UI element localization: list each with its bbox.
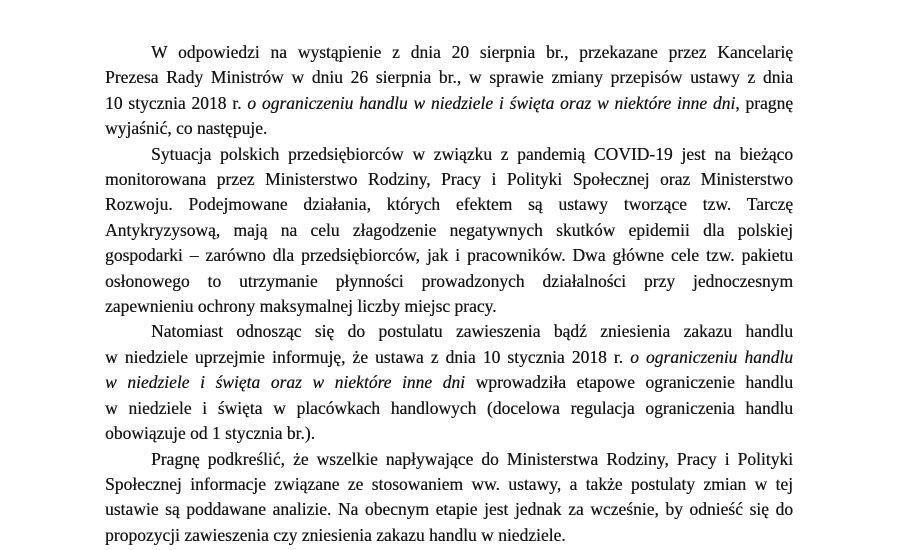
text-segment: Antykryzysową, mają na celu złagodzenie negatywnych skutków epidemii dla polskiej	[105, 219, 793, 240]
text-line	[105, 269, 793, 294]
text-segment: zapewnieniu ochrony maksymalnej liczby miejsc pracy.	[105, 296, 497, 317]
text-line	[105, 447, 793, 472]
text-segment: , pragnę	[735, 92, 793, 113]
text-line	[105, 345, 793, 370]
text-segment-italic: o ograniczeniu handlu w niedziele i święta oraz w niektóre inne dni	[247, 92, 736, 113]
paragraph	[105, 40, 793, 142]
text-line	[105, 142, 793, 167]
text-segment: Sytuacja polskich przedsiębiorców w związku z pandemią COVID-19 jest na bieżąco	[151, 143, 793, 164]
text-segment: wprowadziła etapowe ograniczenie handlu	[465, 372, 793, 393]
text-segment: 10 stycznia 2018 r.	[105, 92, 248, 113]
text-line	[105, 294, 793, 319]
text-line	[105, 167, 793, 192]
text-segment: osłonowego to utrzymanie płynności prowadzonych działalności przy jednoczesnym	[105, 270, 793, 291]
paragraph	[105, 142, 793, 320]
text-line	[105, 370, 793, 395]
text-line	[105, 40, 793, 65]
text-line	[105, 396, 793, 421]
text-segment: wyjaśnić, co następuje.	[105, 118, 268, 139]
text-segment: Rozwoju. Podejmowane działania, których efektem są ustawy tworzące tzw. Tarczę	[105, 194, 793, 215]
text-line	[105, 91, 793, 116]
text-line	[105, 243, 793, 268]
text-segment: obowiązuje od 1 stycznia br.).	[105, 423, 315, 444]
text-segment: Natomiast odnosząc się do postulatu zawieszenia bądź zniesienia zakazu handlu	[151, 321, 793, 342]
text-segment: ustawie są poddawane analizie. Na obecnym etapie jest jednak za wcześnie, by odnieść się do	[105, 499, 793, 520]
text-line	[105, 65, 793, 90]
text-segment: w niedziele i święta w placówkach handlowych (docelowa regulacja ograniczenia handlu	[105, 397, 793, 418]
text-segment: Prezesa Rady Ministrów w dniu 26 sierpnia br., w sprawie zmiany przepisów ustawy z dnia	[105, 67, 793, 88]
text-line	[105, 116, 793, 141]
document-body	[105, 40, 793, 548]
text-line	[105, 421, 793, 446]
text-line	[105, 472, 793, 497]
text-segment: Społecznej informacje związane ze stosowaniem ww. ustawy, a także postulaty zmian w tej	[105, 473, 793, 494]
text-segment: Pragnę podkreślić, że wszelkie napływające do Ministerstwa Rodziny, Pracy i Polityki	[151, 448, 793, 469]
text-line	[105, 497, 793, 522]
paragraph	[105, 447, 793, 549]
text-segment: w niedziele uprzejmie informuję, że ustawa z dnia 10 stycznia 2018 r.	[105, 346, 631, 367]
paragraph	[105, 319, 793, 446]
text-line	[105, 319, 793, 344]
text-segment: gospodarki – zarówno dla przedsiębiorców, jak i pracowników. Dwa główne cele tzw. pakietu	[105, 245, 793, 266]
text-segment-italic: w niedziele i święta oraz w niektóre inne dni	[105, 372, 466, 393]
text-line	[105, 218, 793, 243]
text-segment: propozycji zawieszenia czy zniesienia zakazu handlu w niedziele.	[105, 524, 566, 545]
text-segment-italic: o ograniczeniu handlu	[630, 346, 793, 367]
text-segment: W odpowiedzi na wystąpienie z dnia 20 sierpnia br., przekazane przez Kancelarię	[151, 42, 793, 62]
text-line	[105, 523, 793, 548]
text-line	[105, 192, 793, 217]
text-segment: monitorowana przez Ministerstwo Rodziny, Pracy i Polityki Społecznej oraz Ministerstwo	[105, 169, 793, 190]
